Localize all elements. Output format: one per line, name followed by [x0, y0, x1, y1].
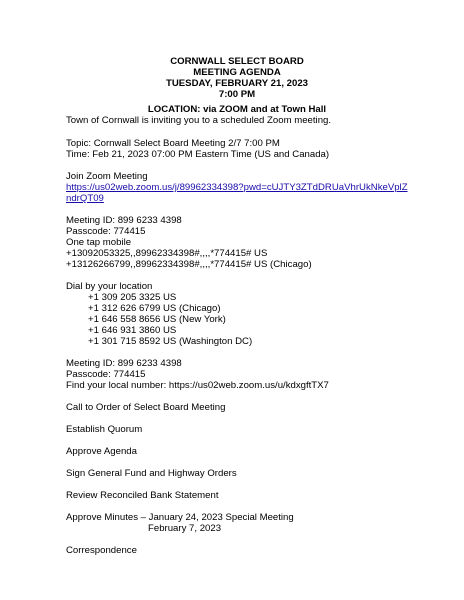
agenda-item-quorum: Establish Quorum	[66, 424, 143, 435]
agenda-item-bank-statement: Review Reconciled Bank Statement	[66, 490, 219, 501]
agenda-item-approve-minutes: Approve Minutes – January 24, 2023 Special Meeting	[66, 512, 294, 523]
agenda-header	[0, 56, 464, 100]
dial-number: +1 646 931 3860 US	[88, 325, 177, 336]
meeting-id: Meeting ID: 899 6233 4398	[66, 358, 182, 369]
one-tap-label: One tap mobile	[66, 237, 132, 248]
meeting-date: TUESDAY, FEBRUARY 21, 2023	[165, 78, 308, 89]
dial-number: +1 301 715 8592 US (Washington DC)	[88, 336, 253, 347]
one-tap-number: +13092053325,,89962334398#,,,,*774415# US	[66, 248, 268, 259]
passcode: Passcode: 774415	[66, 369, 146, 380]
zoom-time: Time: Feb 21, 2023 07:00 PM Eastern Time (US and Canada)	[66, 149, 330, 160]
dial-number: +1 312 626 6799 US (Chicago)	[88, 303, 221, 314]
join-zoom-label: Join Zoom Meeting	[66, 171, 148, 182]
dial-by-location-label: Dial by your location	[66, 281, 153, 292]
zoom-invite-text: Town of Cornwall is inviting you to a scheduled Zoom meeting.	[66, 115, 332, 126]
passcode: Passcode: 774415	[66, 226, 146, 237]
meeting-location: LOCATION: via ZOOM and at Town Hall	[147, 104, 327, 115]
agenda-item-sign-orders: Sign General Fund and Highway Orders	[66, 468, 237, 479]
agenda-item-correspondence: Correspondence	[66, 545, 137, 556]
agenda-item-approve-minutes-second-date: February 7, 2023	[148, 523, 222, 534]
zoom-join-link-continued[interactable]: ndrQT09	[66, 193, 104, 204]
zoom-topic: Topic: Cornwall Select Board Meeting 2/7 7:00 PM	[66, 138, 280, 149]
dial-number: +1 309 205 3325 US	[88, 292, 177, 303]
board-title: CORNWALL SELECT BOARD	[170, 56, 304, 67]
zoom-join-link[interactable]: https://us02web.zoom.us/j/89962334398?pwd=cUJTY3ZTdDRUaVhrUkNkeVplZ	[66, 182, 408, 193]
agenda-item-approve-agenda: Approve Agenda	[66, 446, 137, 457]
document-title: MEETING AGENDA	[193, 67, 281, 78]
dial-number: +1 646 558 8656 US (New York)	[88, 314, 226, 325]
one-tap-number: +13126266799,,89962334398#,,,,*774415# US (Chicago)	[66, 259, 312, 270]
meeting-id: Meeting ID: 899 6233 4398	[66, 215, 182, 226]
local-number-text: Find your local number: https://us02web.zoom.us/u/kdxgftTX7	[66, 380, 329, 391]
agenda-item-call-to-order: Call to Order of Select Board Meeting	[66, 402, 226, 413]
meeting-time: 7:00 PM	[218, 89, 256, 100]
